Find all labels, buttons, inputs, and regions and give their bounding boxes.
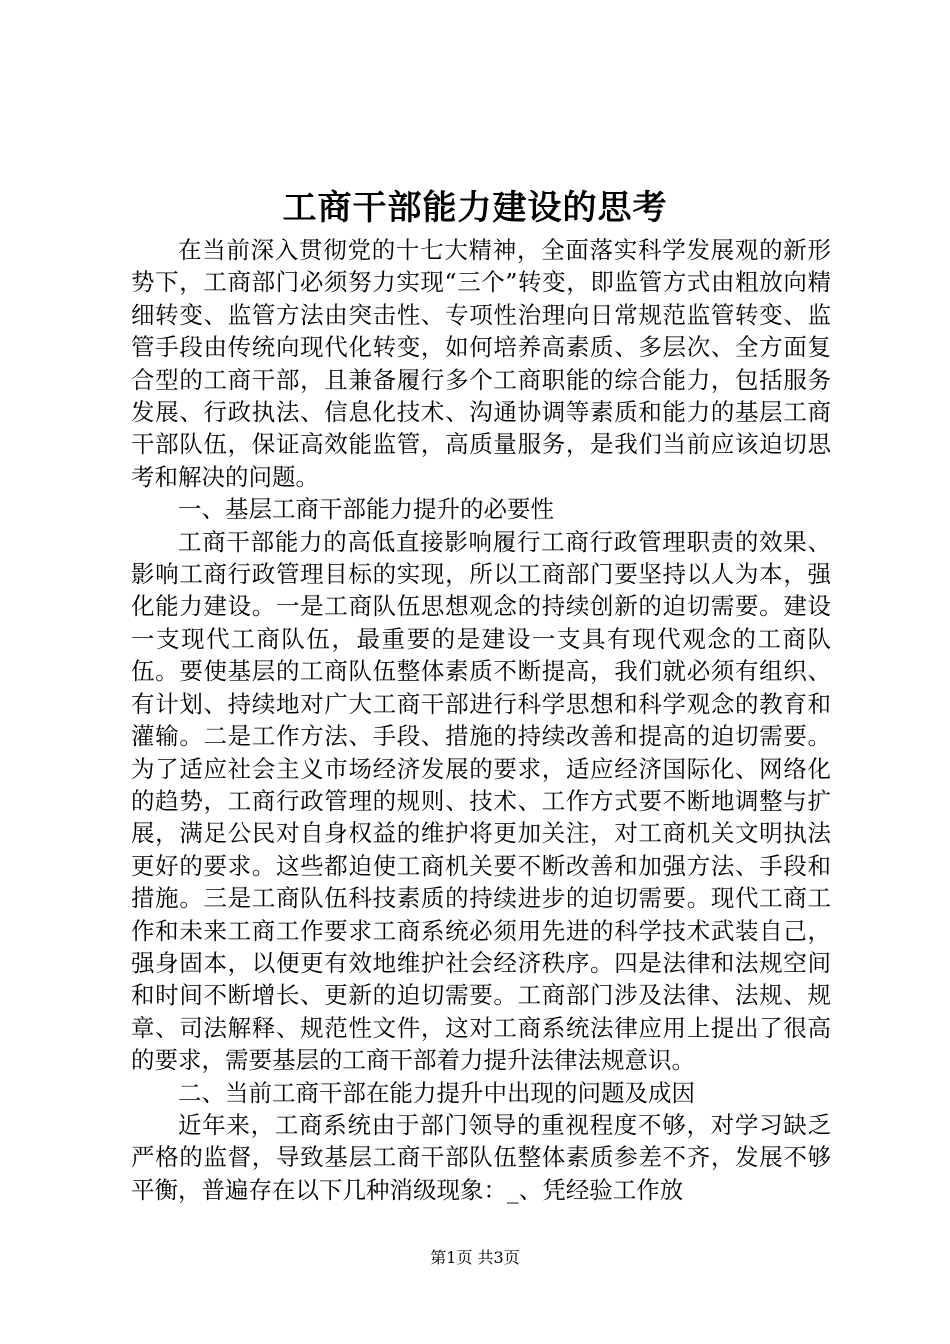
document-body	[131, 234, 831, 1206]
section-heading-2: 二、当前工商干部在能力提升中出现的问题及成因	[178, 1078, 695, 1107]
section-1-paragraph: 工商干部能力的高低直接影响履行工商行政管理职责的效果、影响工商行政管理目标的实现，所以工商部门要坚持以人为本，强化能力建设。一是工商队伍思想观念的持续创新的迫切需要。建设一支现代工商队伍，最重要的是建设一支具有现代观念的工商队伍。要使基层的工商队伍整体素质不断提高，我们就必须有组织、有计划、持续地对广大工商干部进行科学思想和科学观念的教育和灌输。二是工作方法、手段、措施的持续改善和提高的迫切需要。为了适应社会主义市场经济发展的要求，适应经济国际化、网络化的趋势，工商行政管理的规则、技术、工作方式要不断地调整与扩展，满足公民对自身权益的维护将更加关注，对工商机关文明执法更好的要求。这些都迫使工商机关要不断改善和加强方法、手段和措施。三是工商队伍科技素质的持续进步的迫切需要。现代工商工作和未来工商工作要求工商系统必须用先进的科学技术武装自己，强身固本，以便更有效地维护社会经济秩序。四是法律和法规空间和时间不断增长、更新的迫切需要。工商部门涉及法律、法规、规章、司法解释、规范性文件，这对工商系统法律应用上提出了很高的要求，需要基层的工商干部着力提升法律法规意识。	[131, 527, 831, 1075]
section-heading-1: 一、基层工商干部能力提升的必要性	[178, 495, 554, 524]
page-number: 第1页	[430, 1248, 473, 1267]
page-footer	[0, 1248, 950, 1268]
intro-paragraph: 在当前深入贯彻党的十七大精神，全面落实科学发展观的新形势下，工商部门必须努力实现“三个”转变，即监管方式由粗放向精细转变、监管方法由突击性、专项性治理向日常规范监管转变、监管手段由传统向现代化转变，如何培养高素质、多层次、全方面复合型的工商干部，且兼备履行多个工商职能的综合能力，包括服务发展、行政执法、信息化技术、沟通协调等素质和能力的基层工商干部队伍，保证高效能监管，高质量服务，是我们当前应该迫切思考和解决的问题。	[131, 236, 831, 491]
document-title: 工商干部能力建设的思考	[282, 188, 668, 228]
page-total: 共3页	[477, 1248, 520, 1267]
section-2-paragraph: 近年来，工商系统由于部门领导的重视程度不够，对学习缺乏严格的监督，导致基层工商干部队伍整体素质参差不齐，发展不够平衡，普遍存在以下几种消级现象：_、凭经验工作放	[131, 1110, 831, 1204]
